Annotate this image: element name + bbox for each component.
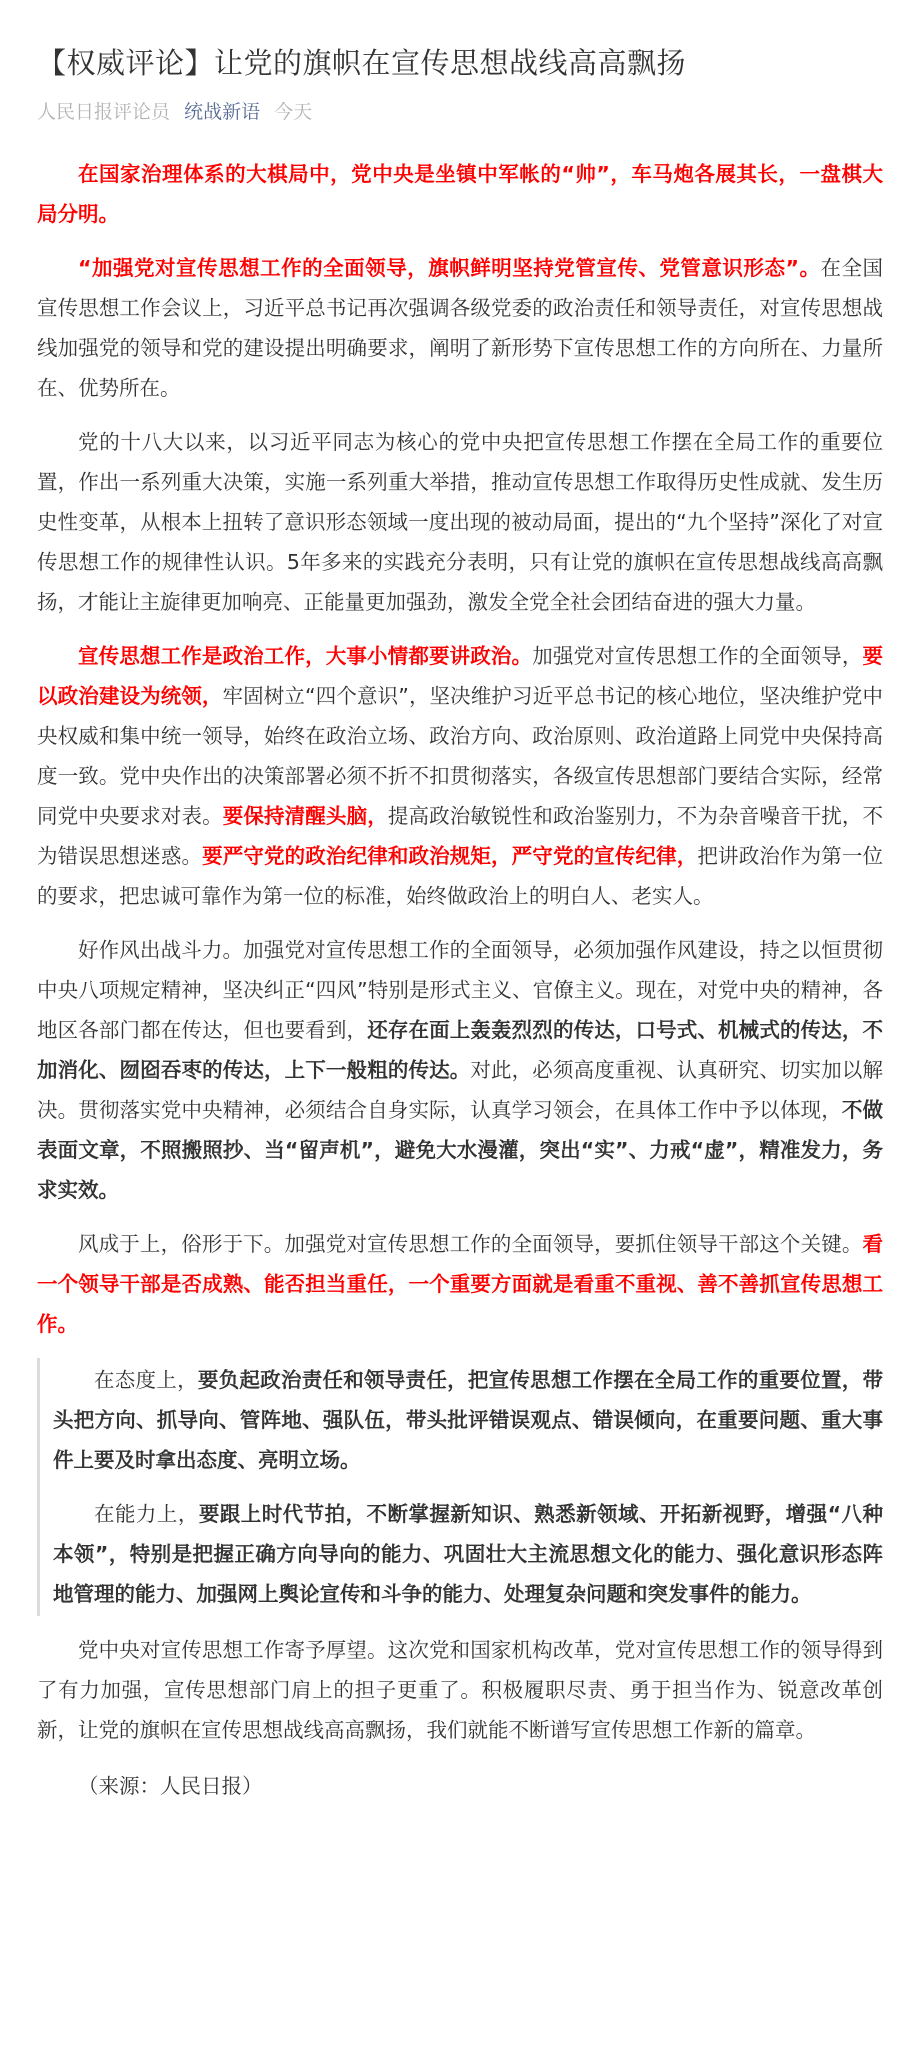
paragraph-closing <box>37 1630 883 1750</box>
text-run: 提高政治敏锐性和政治鉴别力，不为杂音噪音干扰，不为错误思想迷惑。 <box>37 804 884 868</box>
text-run: 在全国宣传思想工作会议上，习近平总书记再次强调各级党委的政治责任和领导责任，对宣传思想战线加强党的领导和党的建设提出明确要求，阐明了新形势下宣传思想工作的方向所在、力量所在、优势所在。 <box>37 256 883 400</box>
article-author: 人民日报评论员 <box>37 101 171 123</box>
article-content <box>37 154 883 1806</box>
text-run: 风成于上，俗形于下。加强党对宣传思想工作的全面领导，要抓住领导干部这个关键。 <box>78 1232 863 1256</box>
text-run: 在能力上， <box>94 1502 199 1526</box>
text-run: 牢固树立“四个意识”，坚决维护习近平总书记的核心地位，坚决维护党中央权威和集中统一领导，始终在政治立场、政治方向、政治原则、政治道路上同党中央保持高度一致。党中央作出的决策部署必须不折不扣贯彻落实，各级宣传思想部门要结合实际，经常同党中央要求对表。 <box>37 684 883 828</box>
paragraph-1 <box>37 154 883 234</box>
paragraph-4 <box>37 636 883 916</box>
article-title: 【权威评论】让党的旗帜在宣传思想战线高高飘扬 <box>37 46 687 80</box>
red-emphasis: 要以政治建设为统领， <box>37 644 884 708</box>
red-emphasis: “加强党对宣传思想工作的全面领导，旗帜鲜明坚持党管宣传、党管意识形态”。 <box>78 256 821 280</box>
red-emphasis: 要保持清醒头脑， <box>222 804 388 828</box>
bold-emphasis: 还存在面上轰轰烈烈的传达，口号式、机械式的传达，不加消化、囫囵吞枣的传达，上下一般粗的传达。 <box>37 1018 884 1082</box>
text-run: 党的十八大以来，以习近平同志为核心的党中央把宣传思想工作摆在全局工作的重要位置，作出一系列重大决策，实施一系列重大举措，推动宣传思想工作取得历史性成就、发生历史性变革，从根本上扭转了意识形态领域一度出现的被动局面，提出的“九个坚持”深化了对宣传思想工作的规律性认识。5年多来的实践充分表明，只有让党的旗帜在宣传思想战线高高飘扬，才能让主旋律更加响亮、正能量更加强劲，激发全党全社会团结奋进的强大力量。 <box>37 430 883 614</box>
blockquote <box>37 1358 883 1616</box>
article-meta <box>37 98 883 126</box>
red-emphasis: 宣传思想工作是政治工作，大事小情都要讲政治。 <box>78 644 533 668</box>
red-emphasis: 要严守党的政治纪律和政治规矩，严守党的宣传纪律， <box>202 844 698 868</box>
text-run: 在态度上， <box>94 1368 198 1392</box>
bold-emphasis: 不做表面文章，不照搬照抄、当“留声机”，避免大水漫灌，突出“实”、力戒“虚”，精准发力，务求实效。 <box>37 1098 884 1202</box>
text-run: 加强党对宣传思想工作的全面领导， <box>532 644 863 668</box>
text-run: 党中央对宣传思想工作寄予厚望。这次党和国家机构改革，党对宣传思想工作的领导得到了有力加强，宣传思想部门肩上的担子更重了。积极履职尽责、勇于担当作为、锐意改革创新，让党的旗帜在宣传思想战线高高飘扬，我们就能不断谱写宣传思想工作新的篇章。 <box>37 1638 883 1742</box>
paragraph-5 <box>37 930 883 1210</box>
paragraph-6 <box>37 1224 883 1344</box>
text-run: 好作风出战斗力。加强党对宣传思想工作的全面领导，必须加强作风建设，持之以恒贯彻中央八项规定精神，坚决纠正“四风”特别是形式主义、官僚主义。现在，对党中央的精神，各地区各部门都在传达，但也要看到， <box>37 938 883 1042</box>
quote-paragraph-1 <box>53 1360 883 1480</box>
text-run: 把讲政治作为第一位的要求，把忠诚可靠作为第一位的标准，始终做政治上的明白人、老实人。 <box>37 844 884 908</box>
article-source: （来源：人民日报） <box>78 1774 263 1798</box>
text-run: 对此，必须高度重视、认真研究、切实加以解决。贯彻落实党中央精神，必须结合自身实际，认真学习领会，在具体工作中予以体现， <box>37 1058 884 1122</box>
paragraph-2 <box>37 248 883 408</box>
bold-emphasis: 要负起政治责任和领导责任，把宣传思想工作摆在全局工作的重要位置，带头把方向、抓导向、管阵地、强队伍，带头批评错误观点、错误倾向，在重要问题、重大事件上要及时拿出态度、亮明立场。 <box>53 1368 884 1472</box>
red-emphasis: 在国家治理体系的大棋局中，党中央是坐镇中军帐的“帅”，车马炮各展其长，一盘棋大局分明。 <box>37 162 883 226</box>
quote-paragraph-2 <box>53 1494 883 1614</box>
publish-date: 今天 <box>274 101 313 123</box>
account-name-link[interactable]: 统战新语 <box>184 101 261 123</box>
red-emphasis: 看一个领导干部是否成熟、能否担当重任，一个重要方面就是看重不重视、善不善抓宣传思想工作。 <box>37 1232 883 1336</box>
bold-emphasis: 要跟上时代节拍，不断掌握新知识、熟悉新领域、开拓新视野，增强“八种本领”，特别是把握正确方向导向的能力、巩固壮大主流思想文化的能力、强化意识形态阵地管理的能力、加强网上舆论宣传和斗争的能力、处理复杂问题和突发事件的能力。 <box>53 1502 883 1606</box>
paragraph-3 <box>37 422 883 622</box>
